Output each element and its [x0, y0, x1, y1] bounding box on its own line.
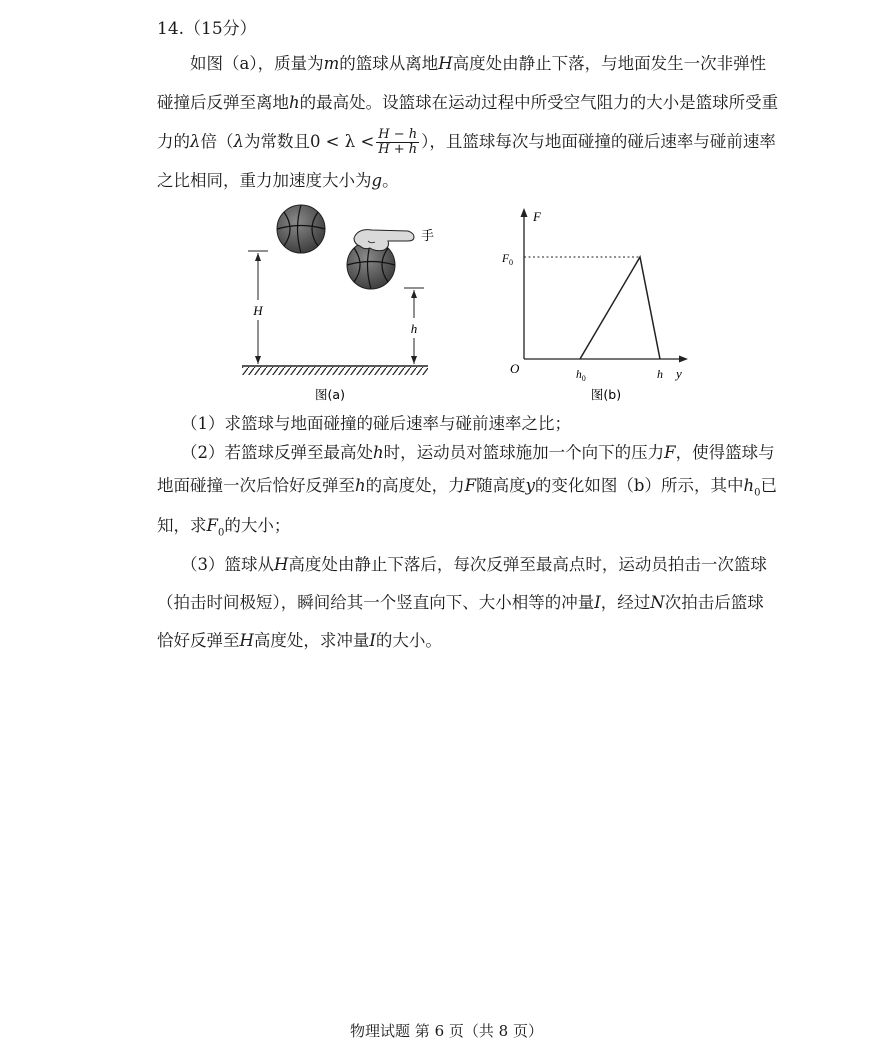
- var-H: H: [274, 555, 289, 574]
- H-arrow-up: [255, 253, 261, 261]
- part2-text: 的变化如图（b）所示，其中: [534, 476, 744, 495]
- figure-b-caption: 图(b): [590, 387, 622, 402]
- h-tick-label: h: [657, 367, 663, 381]
- fraction-denominator: H + h: [378, 142, 418, 157]
- origin-label: O: [510, 361, 520, 376]
- part-2: [157, 436, 780, 550]
- part-3: [157, 546, 780, 660]
- intro-text: 倍（: [200, 132, 234, 151]
- var-F: F: [664, 443, 676, 462]
- part3-text: 高度处，求冲量: [253, 631, 370, 650]
- h0-tick-label: $h_0$: [576, 369, 586, 383]
- H-label: H: [253, 303, 263, 318]
- h-arrow-down: [411, 356, 417, 364]
- hand-label: 手: [421, 229, 435, 244]
- intro-text: ），且篮球每次与地面碰撞的碰后速率与碰前速率之比相同，重力加速度大小为: [157, 132, 776, 190]
- var-h: h: [355, 476, 366, 495]
- figures: [230, 200, 700, 410]
- force-curve: [580, 257, 660, 359]
- inequality: 0 < λ <: [309, 132, 375, 151]
- var-h: h: [289, 93, 300, 112]
- question-intro: [157, 44, 780, 200]
- figure-a-caption: 图(a): [315, 387, 345, 402]
- figure-b: [501, 208, 688, 402]
- var-lambda: λ: [190, 132, 201, 151]
- var-lambda: λ: [233, 132, 244, 151]
- part2-text: 已知，求: [157, 476, 777, 536]
- intro-text: 高度处由静止下落，与地面发生一次非弹性碰撞后反弹至离地: [157, 54, 767, 112]
- var-F: F: [464, 476, 477, 495]
- var-g: g: [371, 171, 383, 190]
- part2-text: 时，运动员对篮球施加一个向下的压力: [383, 443, 665, 462]
- page-footer: 物理试题 第 6 页（共 8 页）: [350, 1022, 543, 1040]
- h-arrow-up: [411, 290, 417, 298]
- part3-text: 次拍击后篮球恰好反弹至: [157, 593, 764, 650]
- intro-text: 。: [382, 171, 399, 190]
- part2-text: ，使得篮球与地面碰撞一次后恰好反弹至: [157, 443, 775, 495]
- var-N: N: [650, 593, 665, 612]
- var-F0: F: [206, 516, 218, 536]
- var-F0-subscript: 0: [217, 527, 225, 539]
- intro-text: 的最高处。设篮球在运动过程中所受空气阻力的大小是篮球所受重力的: [157, 93, 779, 151]
- part-1: （1）求篮球与地面碰撞的碰后速率与碰前速率之比；: [181, 414, 571, 433]
- var-y: y: [525, 476, 535, 495]
- y-axis-label: y: [676, 366, 682, 381]
- figure-svg: [230, 200, 700, 410]
- intro-text: 为常数且: [243, 132, 310, 151]
- var-h: h: [373, 443, 384, 462]
- fraction-numerator: H − h: [378, 127, 418, 142]
- question-number: 14.（15分）: [157, 19, 257, 39]
- var-I: I: [369, 631, 376, 650]
- x-axis-arrow: [679, 356, 688, 363]
- var-h0: h: [743, 476, 755, 495]
- intro-text: 的篮球从离地: [339, 54, 439, 73]
- F0-tick-label: $F_0$: [502, 253, 514, 267]
- part2-text: 的大小；: [224, 516, 291, 536]
- hand-icon: [354, 230, 414, 251]
- var-h0-subscript: 0: [754, 487, 761, 499]
- intro-text: 如图（a），质量为: [190, 54, 324, 73]
- part3-text: 的大小。: [375, 631, 442, 650]
- part2-text: 随高度: [476, 476, 526, 495]
- part3-text: ，经过: [600, 593, 651, 612]
- part2-text: （2）若篮球反弹至最高处: [181, 443, 373, 462]
- figure-a: [242, 205, 434, 402]
- var-m: m: [323, 54, 340, 73]
- part2-text: 的高度处，力: [365, 476, 465, 495]
- var-H: H: [438, 54, 453, 73]
- H-arrow-down: [255, 356, 261, 364]
- h-label: h: [410, 321, 418, 336]
- part3-text: 高度处由静止下落后，每次反弹至最高点时，运动员拍击一次篮球（拍击时间极短），瞬间给其一个竖直向下、大小相等的冲量: [157, 555, 767, 612]
- part3-text: （3）篮球从: [181, 555, 274, 574]
- fraction: [376, 128, 419, 157]
- ground-hatch: [242, 367, 428, 375]
- F-axis-label: F: [533, 209, 541, 224]
- var-I: I: [594, 593, 601, 612]
- basketball-icon: [277, 205, 325, 253]
- var-H: H: [239, 631, 254, 650]
- y-axis-arrow: [521, 208, 528, 217]
